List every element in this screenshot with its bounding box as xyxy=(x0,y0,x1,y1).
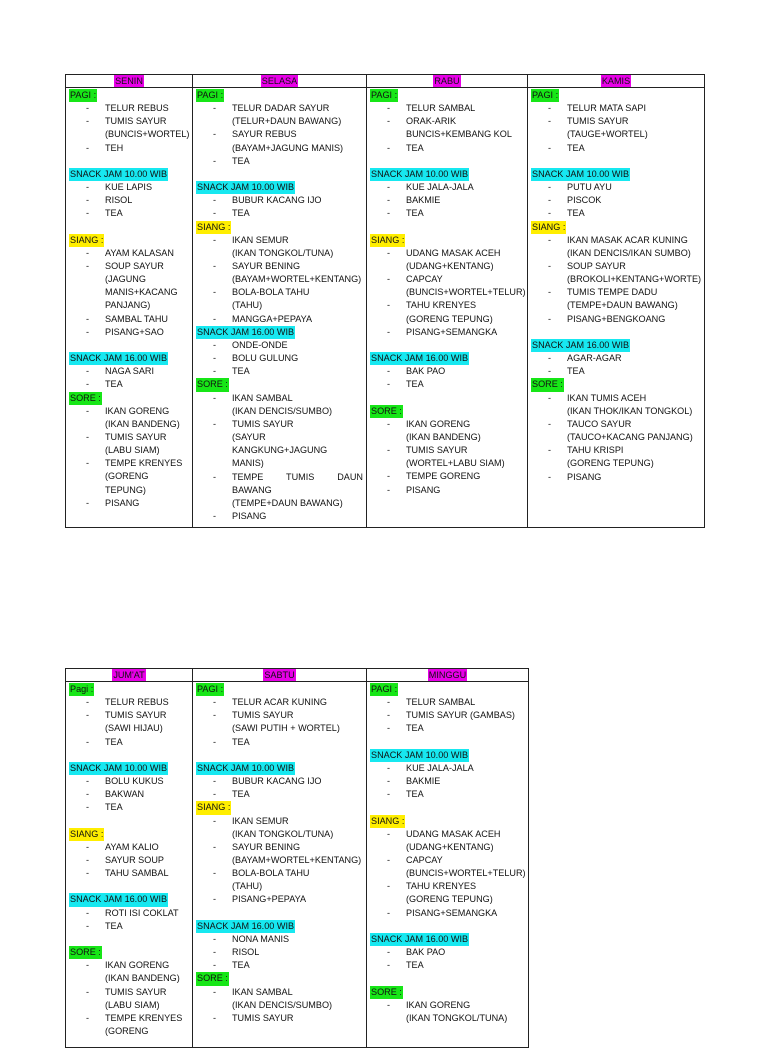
menu-item: - SAYUR SOUP xyxy=(69,854,189,867)
meal-section-snack xyxy=(196,326,363,379)
menu-item: (GORENG TEPUNG) xyxy=(406,894,493,905)
menu-item: - TEA xyxy=(531,142,701,155)
menu-item: - IKAN MASAK ACAR KUNING xyxy=(531,234,701,247)
menu-item: - TEA xyxy=(69,378,189,391)
menu-item: - PISANG+PEPAYA xyxy=(196,893,363,906)
meal-section-siang xyxy=(370,234,524,339)
meal-label: SNACK JAM 16.00 WIB xyxy=(69,893,168,906)
menu-item: - TELUR REBUS xyxy=(69,696,189,709)
meal-label: SNACK JAM 10.00 WIB xyxy=(196,181,295,194)
menu-item: - BAKWAN xyxy=(69,788,189,801)
menu-item: - PISCOK xyxy=(531,194,701,207)
menu-item: - BAKMIE xyxy=(370,775,525,788)
meal-items xyxy=(370,828,525,920)
menu-item: (GORENG TEPUNG) xyxy=(567,458,654,469)
meal-label: SNACK JAM 10.00 WIB xyxy=(370,749,469,762)
menu-item: MANIS) xyxy=(232,458,264,469)
meal-label: SNACK JAM 10.00 WIB xyxy=(196,762,295,775)
menu-item: - TEH xyxy=(69,142,189,155)
menu-item: - PISANG+SEMANGKA xyxy=(370,326,524,339)
meal-section-snack xyxy=(69,893,189,932)
menu-item: - TAHU KRISPI xyxy=(531,444,701,457)
meal-label: SORE : xyxy=(196,378,229,391)
menu-item: - AGAR-AGAR xyxy=(531,352,701,365)
menu-item: - TEA xyxy=(69,207,189,220)
meal-section-sore xyxy=(531,378,701,483)
menu-item: - BOLA-BOLA TAHU xyxy=(196,286,363,299)
menu-item: (TEMPE+DAUN BAWANG) xyxy=(232,497,343,508)
meal-section-siang xyxy=(196,221,363,326)
meal-section-siang xyxy=(196,801,363,906)
menu-item: - ROTI ISI COKLAT xyxy=(69,907,189,920)
menu-item: (LABU SIAM) xyxy=(105,445,160,456)
meal-label: SORE : xyxy=(370,986,403,999)
menu-item: - SAMBAL TAHU xyxy=(69,313,189,326)
meal-label: SORE : xyxy=(196,972,229,985)
menu-item: - TELUR REBUS xyxy=(69,102,189,115)
menu-item: - TUMIS SAYUR xyxy=(69,709,189,722)
menu-item: - SAYUR BENING xyxy=(196,260,363,273)
menu-item: - TEA xyxy=(370,959,525,972)
meal-items xyxy=(370,102,524,155)
menu-item: - PISANG+SAO xyxy=(69,326,189,339)
meal-label: SNACK JAM 10.00 WIB xyxy=(370,168,469,181)
menu-item: - BAKMIE xyxy=(370,194,524,207)
menu-item: - TELUR SAMBAL xyxy=(370,102,524,115)
menu-item: - TUMIS SAYUR xyxy=(531,115,701,128)
menu-item: (BAYAM+WORTEL+KENTANG) xyxy=(232,855,362,866)
menu-item: - IKAN GORENG xyxy=(370,418,524,431)
meal-section-pagi xyxy=(69,683,189,749)
menu-item: - PISANG xyxy=(69,497,189,510)
meal-section-sore xyxy=(370,986,525,1025)
menu-item: - BAK PAO xyxy=(370,365,524,378)
menu-item: MANIS+KACANG xyxy=(105,287,178,298)
meal-section-siang xyxy=(69,234,189,339)
meal-items xyxy=(531,392,701,484)
meal-label: SNACK JAM 16.00 WIB xyxy=(196,920,295,933)
menu-item: - IKAN SAMBAL xyxy=(196,986,363,999)
meal-items xyxy=(69,775,189,814)
meal-label: PAGI : xyxy=(196,683,224,696)
meal-label: SIANG : xyxy=(196,221,231,234)
menu-item: - TEA xyxy=(531,207,701,220)
menu-item: (BROKOLI+KENTANG+WORTE) xyxy=(567,274,702,285)
meal-label: SIANG : xyxy=(69,234,104,247)
meal-items xyxy=(531,352,701,378)
menu-item: BAWANG xyxy=(232,484,272,495)
meal-section-snack xyxy=(370,352,524,391)
menu-item: - IKAN SEMUR xyxy=(196,234,363,247)
menu-item: - TEA xyxy=(370,788,525,801)
meal-section-snack xyxy=(196,920,363,973)
day-name: JUM'AT xyxy=(113,670,145,680)
menu-item: - TUMIS SAYUR xyxy=(196,1012,363,1025)
menu-item: - PUTU AYU xyxy=(531,181,701,194)
menu-item: - TEMPE GORENG xyxy=(370,470,524,483)
menu-item: - TUMIS SAYUR xyxy=(69,431,189,444)
meal-label: SORE : xyxy=(69,946,102,959)
menu-item: - UDANG MASAK ACEH xyxy=(370,828,525,841)
menu-item: - TEA xyxy=(69,801,189,814)
menu-item: - KUE JALA-JALA xyxy=(370,181,524,194)
menu-item: (TAHU) xyxy=(232,300,263,311)
menu-item: BUNCIS+KEMBANG KOL xyxy=(406,129,512,140)
menu-item: - AYAM KALASAN xyxy=(69,247,189,260)
meal-items xyxy=(196,815,363,907)
menu-item: (BUNCIS+WORTEL+TELUR) xyxy=(406,868,526,879)
meal-items xyxy=(196,194,363,220)
meal-items xyxy=(69,405,189,510)
meal-items xyxy=(196,696,363,749)
day-header-rabu xyxy=(367,75,528,88)
menu-item: - TELUR SAMBAL xyxy=(370,696,525,709)
menu-item: - ORAK-ARIK xyxy=(370,115,524,128)
menu-cell-selasa xyxy=(193,88,367,528)
meal-section-pagi xyxy=(196,683,363,749)
meal-section-snack xyxy=(370,933,525,972)
menu-item: - BOLA-BOLA TAHU xyxy=(196,867,363,880)
meal-label: SNACK JAM 16.00 WIB xyxy=(531,339,630,352)
menu-item: - TUMIS SAYUR xyxy=(370,444,524,457)
meal-section-pagi xyxy=(531,89,701,155)
meal-items xyxy=(370,999,525,1025)
meal-label: SIANG : xyxy=(69,828,104,841)
menu-item: - TUMIS TEMPE DADU xyxy=(531,286,701,299)
meal-section-sore xyxy=(196,972,363,1025)
menu-item: - RISOL xyxy=(196,946,363,959)
menu-item: - IKAN GORENG xyxy=(69,405,189,418)
menu-item: (IKAN DENCIS/SUMBO) xyxy=(232,999,333,1010)
menu-item: (IKAN DENCIS/IKAN SUMBO) xyxy=(567,247,691,258)
day-header-minggu xyxy=(367,669,529,682)
meal-items xyxy=(196,102,363,168)
menu-table-1 xyxy=(65,74,705,528)
menu-item: - TELUR MATA SAPI xyxy=(531,102,701,115)
meal-section-pagi xyxy=(69,89,189,155)
meal-section-snack xyxy=(196,181,363,220)
menu-item: - TUMIS SAYUR xyxy=(69,986,189,999)
menu-item: - PISANG xyxy=(531,471,701,484)
meal-items xyxy=(370,946,525,972)
meal-label: SNACK JAM 16.00 WIB xyxy=(370,933,469,946)
meal-items xyxy=(196,933,363,972)
menu-item: (TEMPE+DAUN BAWANG) xyxy=(567,300,678,311)
menu-cell-jumat xyxy=(66,682,193,1048)
meal-items xyxy=(69,696,189,749)
menu-item: (SAWI HIJAU) xyxy=(105,723,163,734)
day-name: RABU xyxy=(434,76,460,86)
meal-section-snack xyxy=(531,339,701,378)
menu-item: - TUMIS SAYUR xyxy=(69,115,189,128)
menu-item: - TEA xyxy=(196,788,363,801)
meal-items xyxy=(531,234,701,326)
menu-item: - BOLU GULUNG xyxy=(196,352,363,365)
day-header-jumat xyxy=(66,669,193,682)
meal-section-snack xyxy=(69,168,189,221)
menu-item: - AYAM KALIO xyxy=(69,841,189,854)
menu-item: - SOUP SAYUR xyxy=(531,260,701,273)
menu-item: (IKAN DENCIS/SUMBO) xyxy=(232,405,333,416)
meal-section-snack xyxy=(196,762,363,801)
meal-section-snack xyxy=(69,762,189,815)
meal-items xyxy=(69,959,189,1038)
menu-item: (LABU SIAM) xyxy=(105,999,160,1010)
meal-section-sore xyxy=(69,392,189,510)
meal-section-pagi xyxy=(370,683,525,736)
menu-item: - TELUR ACAR KUNING xyxy=(196,696,363,709)
menu-item: - SAYUR REBUS xyxy=(196,128,363,141)
meal-items xyxy=(196,339,363,378)
menu-item: - IKAN TUMIS ACEH xyxy=(531,392,701,405)
menu-item: - IKAN SEMUR xyxy=(196,815,363,828)
meal-section-snack xyxy=(69,352,189,391)
menu-item: - PISANG+BENGKOANG xyxy=(531,313,701,326)
menu-item: - CAPCAY xyxy=(370,273,524,286)
meal-section-siang xyxy=(69,828,189,881)
menu-item: - TAHU KRENYES xyxy=(370,299,524,312)
meal-items xyxy=(196,392,363,524)
menu-item: - TEA xyxy=(196,365,363,378)
meal-items xyxy=(370,181,524,220)
meal-label: SNACK JAM 10.00 WIB xyxy=(69,168,168,181)
menu-item: - TEA xyxy=(69,920,189,933)
menu-item: - TEA xyxy=(196,155,363,168)
menu-item: - KUE JALA-JALA xyxy=(370,762,525,775)
meal-section-siang xyxy=(370,815,525,920)
menu-cell-senin xyxy=(66,88,193,528)
meal-section-sore xyxy=(370,405,524,497)
menu-cell-minggu xyxy=(367,682,529,1048)
menu-item: (GORENG TEPUNG) xyxy=(406,313,493,324)
menu-item: (TELUR+DAUN BAWANG) xyxy=(232,116,342,127)
menu-item: - UDANG MASAK ACEH xyxy=(370,247,524,260)
menu-cell-sabtu xyxy=(193,682,367,1048)
meal-label: SIANG : xyxy=(196,801,231,814)
day-name: KAMIS xyxy=(601,76,631,86)
meal-section-sore xyxy=(196,378,363,523)
meal-label: PAGI : xyxy=(531,89,559,102)
menu-item: (GORENG xyxy=(105,471,149,482)
meal-label: SIANG : xyxy=(531,221,566,234)
menu-item: - RISOL xyxy=(69,194,189,207)
menu-item: (UDANG+KENTANG) xyxy=(406,841,494,852)
menu-item: - TAHU KRENYES xyxy=(370,880,525,893)
menu-item: - TEMPE TUMIS DAUN xyxy=(196,471,363,484)
meal-section-pagi xyxy=(370,89,524,155)
meal-label: SIANG : xyxy=(370,815,405,828)
menu-item: - SOUP SAYUR xyxy=(69,260,189,273)
meal-items xyxy=(196,775,363,801)
menu-item: (IKAN BANDENG) xyxy=(105,418,180,429)
meal-label: SIANG : xyxy=(370,234,405,247)
menu-item: (WORTEL+LABU SIAM) xyxy=(406,458,505,469)
menu-item: (IKAN BANDENG) xyxy=(406,432,481,442)
menu-item: (UDANG+KENTANG) xyxy=(406,261,494,271)
menu-item: PANJANG) xyxy=(105,300,151,311)
menu-item: (BAYAM+WORTEL+KENTANG) xyxy=(232,274,362,285)
menu-item: - MANGGA+PEPAYA xyxy=(196,313,363,326)
menu-item: (SAYUR KANGKUNG+JAGUNG xyxy=(232,432,328,456)
day-header-sabtu xyxy=(193,669,367,682)
meal-items xyxy=(69,365,189,391)
menu-item: - TEA xyxy=(196,736,363,749)
day-name: SABTU xyxy=(264,670,295,680)
meal-label: PAGI : xyxy=(370,683,398,696)
meal-label: PAGI : xyxy=(196,89,224,102)
menu-item: - PISANG xyxy=(196,510,363,523)
menu-item: - PISANG xyxy=(370,484,524,497)
meal-section-siang xyxy=(531,221,701,326)
menu-item: - PISANG+SEMANGKA xyxy=(370,907,525,920)
meal-label: SNACK JAM 16.00 WIB xyxy=(69,352,168,365)
menu-item: - IKAN GORENG xyxy=(370,999,525,1012)
meal-items xyxy=(531,181,701,220)
menu-item: TEPUNG) xyxy=(105,484,146,495)
menu-item: (BUNCIS+WORTEL+TELUR) xyxy=(406,287,526,298)
meal-section-snack xyxy=(531,168,701,221)
menu-item: - BOLU KUKUS xyxy=(69,775,189,788)
menu-item: (BAYAM+JAGUNG MANIS) xyxy=(232,142,344,153)
meal-section-pagi xyxy=(196,89,363,168)
meal-label: SNACK JAM 10.00 WIB xyxy=(69,762,168,775)
meal-items xyxy=(196,986,363,1025)
menu-item: - TEMPE KRENYES xyxy=(69,457,189,470)
meal-label: SNACK JAM 16.00 WIB xyxy=(196,326,295,339)
meal-items xyxy=(370,762,525,801)
day-name: SELASA xyxy=(261,76,298,86)
meal-items xyxy=(69,181,189,220)
menu-item: - TEA xyxy=(370,207,524,220)
meal-section-sore xyxy=(69,946,189,1038)
menu-item: - BUBUR KACANG IJO xyxy=(196,775,363,788)
meal-items xyxy=(370,247,524,339)
day-name: SENIN xyxy=(115,76,143,86)
menu-item: (GORENG xyxy=(105,1026,149,1036)
menu-item: - BAK PAO xyxy=(370,946,525,959)
menu-item: - TUMIS SAYUR xyxy=(196,709,363,722)
menu-table-2 xyxy=(65,668,529,1048)
menu-item: - KUE LAPIS xyxy=(69,181,189,194)
meal-items xyxy=(196,234,363,326)
menu-item: (SAWI PUTIH + WORTEL) xyxy=(232,723,340,734)
meal-label: SORE : xyxy=(370,405,403,418)
meal-items xyxy=(69,841,189,880)
menu-item: - ONDE-ONDE xyxy=(196,339,363,352)
menu-item: - NONA MANIS xyxy=(196,933,363,946)
meal-items xyxy=(370,418,524,497)
meal-items xyxy=(69,247,189,339)
menu-item: - TEA xyxy=(196,207,363,220)
menu-item: - TEA xyxy=(370,142,524,155)
meal-label: PAGI : xyxy=(69,89,97,102)
day-header-senin xyxy=(66,75,193,88)
menu-item: (IKAN TONGKOL/TUNA) xyxy=(232,828,334,839)
meal-items xyxy=(69,907,189,933)
meal-items xyxy=(370,365,524,391)
menu-item: - TAUCO SAYUR xyxy=(531,418,701,431)
meal-label: SORE : xyxy=(531,378,564,391)
meal-items xyxy=(69,102,189,155)
day-name: MINGGU xyxy=(428,670,467,680)
menu-item: - TELUR DADAR SAYUR xyxy=(196,102,363,115)
menu-item: (IKAN BANDENG) xyxy=(105,973,180,984)
menu-item: - TEA xyxy=(69,736,189,749)
menu-item: - CAPCAY xyxy=(370,854,525,867)
day-header-selasa xyxy=(193,75,367,88)
meal-section-snack xyxy=(370,749,525,802)
menu-cell-rabu xyxy=(367,88,528,528)
meal-label: SNACK JAM 16.00 WIB xyxy=(370,352,469,365)
meal-label: SORE : xyxy=(69,392,102,405)
menu-item: - TEA xyxy=(196,959,363,972)
menu-item: - SAYUR BENING xyxy=(196,841,363,854)
meal-label: SNACK JAM 10.00 WIB xyxy=(531,168,630,181)
menu-item: - TEMPE KRENYES xyxy=(69,1012,189,1025)
meal-label: Pagi : xyxy=(69,683,94,696)
menu-item: (BUNCIS+WORTEL) xyxy=(105,129,190,140)
menu-item: - TEA xyxy=(531,365,701,378)
menu-item: - TEA xyxy=(370,722,525,735)
menu-item: (IKAN TONGKOL/TUNA) xyxy=(406,1012,508,1023)
menu-item: - TUMIS SAYUR xyxy=(196,418,363,431)
menu-item: - TUMIS SAYUR (GAMBAS) xyxy=(370,709,525,722)
menu-item: (IKAN TONGKOL/TUNA) xyxy=(232,247,334,258)
menu-item: - IKAN SAMBAL xyxy=(196,392,363,405)
menu-item: - IKAN GORENG xyxy=(69,959,189,972)
menu-item: - NAGA SARI xyxy=(69,365,189,378)
day-header-kamis xyxy=(528,75,705,88)
menu-item: (TAHU) xyxy=(232,881,263,892)
meal-items xyxy=(531,102,701,155)
menu-item: (TAUCO+KACANG PANJANG) xyxy=(567,432,693,443)
meal-section-snack xyxy=(370,168,524,221)
menu-item: - BUBUR KACANG IJO xyxy=(196,194,363,207)
menu-item: (IKAN THOK/IKAN TONGKOL) xyxy=(567,405,693,416)
menu-item: (JAGUNG xyxy=(105,274,146,285)
menu-item: (TAUGE+WORTEL) xyxy=(567,129,648,140)
meal-items xyxy=(370,696,525,735)
menu-cell-kamis xyxy=(528,88,705,528)
menu-item: - TAHU SAMBAL xyxy=(69,867,189,880)
menu-item: - TEA xyxy=(370,378,524,391)
meal-label: PAGI : xyxy=(370,89,398,102)
